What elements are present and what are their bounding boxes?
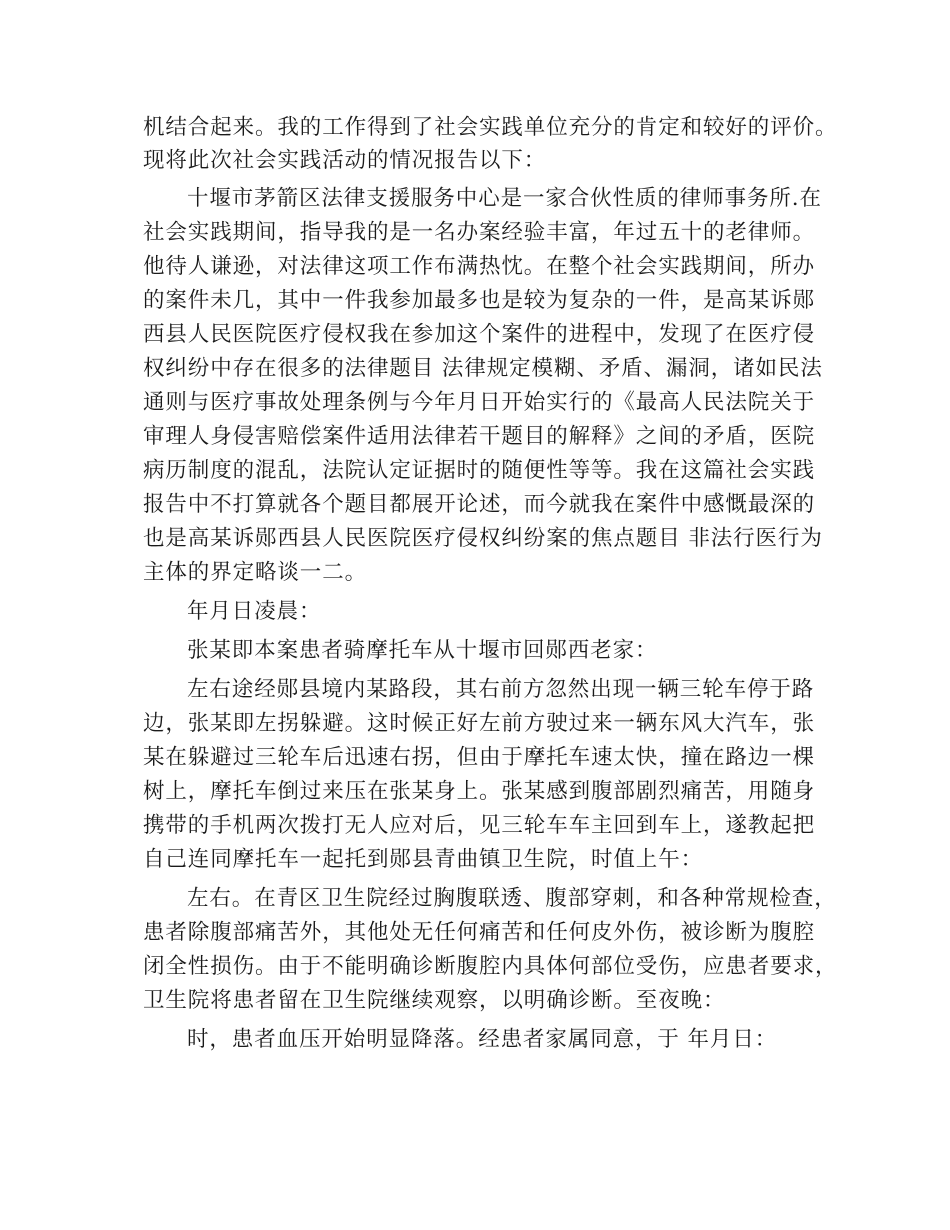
text-line: 病历制度的混乱，法院认定证据时的随便性等等。我在这篇社会实践 xyxy=(143,458,816,483)
paragraph-line: 十堰市茅箭区法律支援服务中心是一家合伙性质的律师事务所.在 xyxy=(187,186,822,211)
text-line: 权纠纷中存在很多的法律题目 法律规定模糊、矛盾、漏洞，诸如民法 xyxy=(143,356,823,381)
text-line: 携带的手机两次拨打无人应对后，见三轮车车主回到车上，遂教起把 xyxy=(143,813,816,838)
text-line: 审理人身侵害赔偿案件适用法律若干题目的解释》之间的矛盾，医院 xyxy=(143,424,816,449)
text-line: 主体的界定略谈一二。 xyxy=(143,560,368,585)
paragraph-line: 年月日凌晨： xyxy=(187,599,322,624)
paragraph-line: 左右途经郧县境内某路段，其右前方忽然出现一辆三轮车停于路 xyxy=(187,677,815,702)
paragraph-line: 时，患者血压开始明显降落。经患者家属同意，于 年月日： xyxy=(187,1027,778,1052)
text-line: 卫生院将患者留在卫生院继续观察，以明确诊断。至夜晚： xyxy=(143,988,726,1013)
text-line: 通则与医疗事故处理条例与今年月日开始实行的《最高人民法院关于 xyxy=(143,390,816,415)
text-line: 也是高某诉郧西县人民医院医疗侵权纠纷案的焦点题目 非法行医行为 xyxy=(143,526,823,551)
paragraph-line: 张某即本案患者骑摩托车从十堰市回郧西老家： xyxy=(187,638,658,663)
text-line: 西县人民医院医疗侵权我在参加这个案件的进程中，发现了在医疗侵 xyxy=(143,322,816,347)
text-line: 的案件未几，其中一件我参加最多也是较为复杂的一件，是高某诉郧 xyxy=(143,288,816,313)
text-line: 闭全性损伤。由于不能明确诊断腹腔内具体何部位受伤，应患者要求， xyxy=(143,954,838,979)
text-line: 边，张某即左拐躲避。这时候正好左前方驶过来一辆东风大汽车，张 xyxy=(143,711,816,736)
text-line: 他待人谦逊，对法律这项工作布满热忱。在整个社会实践期间，所办 xyxy=(143,254,816,279)
text-line: 报告中不打算就各个题目都展开论述，而今就我在案件中感慨最深的 xyxy=(143,492,816,517)
text-line: 某在躲避过三轮车后迅速右拐，但由于摩托车速太快，撞在路边一棵 xyxy=(143,745,816,770)
text-line: 自己连同摩托车一起托到郧县青曲镇卫生院，时值上午： xyxy=(143,847,704,872)
text-line: 现将此次社会实践活动的情况报告以下： xyxy=(143,148,547,173)
text-line: 机结合起来。我的工作得到了社会实践单位充分的肯定和较好的评价。 xyxy=(143,115,838,140)
paragraph-line: 左右。在青区卫生院经过胸腹联透、腹部穿刺，和各种常规检查， xyxy=(187,886,837,911)
text-line: 患者除腹部痛苦外，其他处无任何痛苦和任何皮外伤，被诊断为腹腔 xyxy=(143,920,816,945)
text-line: 树上，摩托车倒过来压在张某身上。张某感到腹部剧烈痛苦，用随身 xyxy=(143,779,816,804)
text-line: 社会实践期间，指导我的是一名办案经验丰富，年过五十的老律师。 xyxy=(143,220,816,245)
